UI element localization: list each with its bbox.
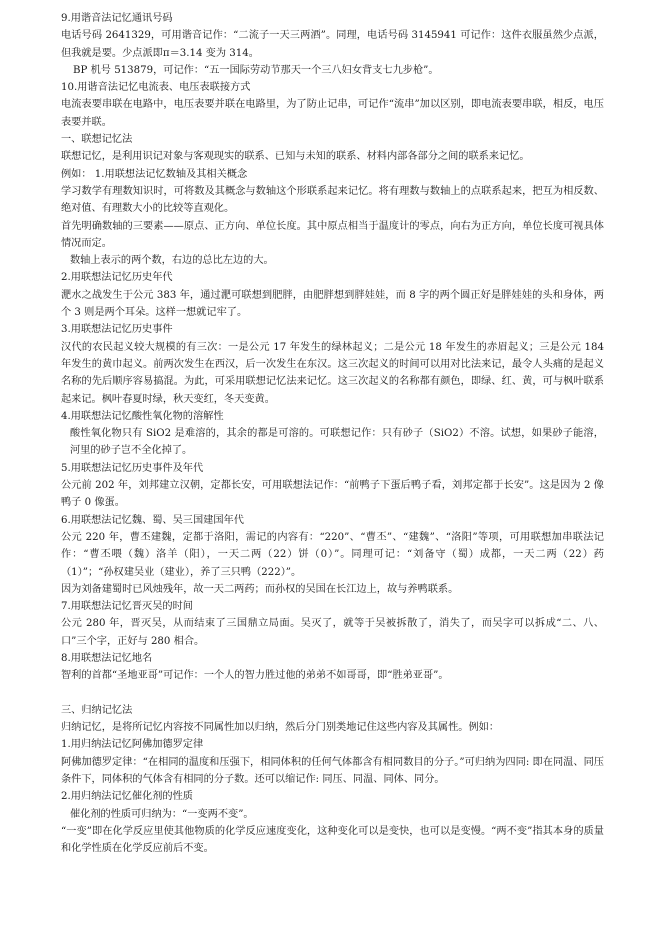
paragraph-han-uprisings: 汉代的农民起义较大规模的有三次：一是公元 17 年发生的绿林起义；二是公元 18 年发生的赤眉起义；三是公元 184 年发生的黄巾起义。前两次发生在西汉，后一次发生在东汉。这三次起义的时间可以用对比法来记，最令人头痛的是起义名称的先后顺序容易搞混。为此，可采用联想记忆法来记忆。这三次起义的名称都有颜色，即绿、红、黄，可与枫叶联系起来记。枫叶春夏时绿，秋天变红，冬天变黄。 [61,341,604,405]
paragraph-number-axis-elements: 首先明确数轴的三要素——原点、正方向、单位长度。其中原点相当于温度计的零点，向右为正方向，单位长度可视具体情况而定。 [61,220,604,249]
heading-history-event: 3.用联想法记忆历史事件 [61,324,173,336]
heading-avogadro: 1.用归纳法记忆阿佛加德罗定律 [61,739,204,751]
paragraph-number-axis-compare: 数轴上表示的两个数，右边的总比左边的大。 [70,255,274,267]
paragraph-three-kingdoms: 公元 220 年，曹丕建魏，定都于洛阳，需记的内容有：“220”、“曹丕”、“建魏”、“洛阳”等项，可用联想加串联法记作：“曹丕喂（魏）洛羊（阳），一天二两（22）饼（0）”。同理可记：“刘备守（蜀）成都，一天二两（22）药（1）”；“孙权建吴业（建业），养了三只鸭（222）”。 [61,531,604,578]
heading-phone-mnemonic: 9.用谐音法记忆通讯号码 [61,13,173,24]
heading-jin-destroys-wu: 7.用联想法记忆晋灭吴的时间 [61,601,193,613]
paragraph-phone-example: 电话号码 2641329，可用谐音记作：“二流子一天三两酒”。同理，电话号码 3145941 可记作：这件衣服虽然少点派，但我就是要。少点派即π＝3.14 变为 314。 [61,30,604,59]
paragraph-feishui-battle: 淝水之战发生于公元 383 年，通过淝可联想到肥胖，由肥胖想到胖娃娃，而 8 字的两个圆正好是胖娃娃的头和身体，两个 3 则是两个耳朵。这样一想就记牢了。 [61,289,604,319]
heading-number-axis: 例如： 1.用联想法记忆数轴及其相关概念 [61,168,248,180]
paragraph-three-kingdoms-reason: 因为刘备建蜀时已风烛残年，故一天二两药；而孙权的吴国在长江边上，故与养鸭联系。 [61,583,459,595]
paragraph-jin-destroys-wu: 公元 280 年，晋灭吴，从而结束了三国鼎立局面。吴灭了，就等于吴被拆散了，消失了，而吴字可以拆成“二、八、口”三个字，正好与 280 相合。 [61,618,604,647]
paragraph-han-dynasty: 公元前 202 年，刘邦建立汉朝，定都长安，可用联想法记作：“前鸭子下蛋后鸭子看，刘邦定都于长安”。这是因为 2 像鸭子 0 像蛋。 [61,480,604,509]
paragraph-oxide-solubility: 酸性氧化物只有 SiO2 是难溶的，其余的都是可溶的。可联想记作：只有砂子（SiO2）不溶。试想，如果砂子能溶，河里的砂子岂不全化掉了。 [70,428,604,457]
heading-oxide-solubility: 4.用联想法记忆酸性氧化物的溶解性 [61,410,224,422]
paragraph-catalyst-detail: “一变”即在化学反应里使其他物质的化学反应速度变化，这种变化可以是变快，也可以是变慢。“两不变”指其本身的质量和化学性质在化学反应前后不变。 [61,825,604,855]
heading-history-year: 2.用联想法记忆历史年代 [61,272,173,284]
paragraph-avogadro: 阿佛加德罗定律：“在相同的温度和压强下，相同体积的任何气体都含有相同数目的分子。”可归纳为四同: 即在同温、同压条件下，同体积的气体含有相同的分子数。还可以缩记作: 同压、同温、同体、同分。 [61,756,604,786]
blank-line [61,685,604,702]
paragraph-santiago: 智利的首都“圣地亚哥”可记作：一个人的智力胜过他的弟弟不如哥哥，即“胜弟亚哥”。 [61,670,449,682]
section-heading-association: 一、联想记忆法 [61,134,133,146]
section-heading-induction: 三、归纳记忆法 [61,704,133,716]
paragraph-bp-example: BP 机号 513879，可记作：“五一国际劳动节那天一个三八妇女背支七九步枪”。 [73,64,439,76]
heading-meter-connection: 10.用谐音法记忆电流表、电压表联接方式 [61,82,251,94]
paragraph-induction-definition: 归纳记忆，是将所记忆内容按不同属性加以归纳，然后分门别类地记住这些内容及其属性。例如： [61,722,500,734]
heading-event-and-year: 5.用联想法记忆历史事件及年代 [61,462,204,474]
paragraph-catalyst-summary: 催化剂的性质可归纳为：“一变两不变”。 [70,808,254,820]
heading-catalyst: 2.用归纳法记忆催化剂的性质 [61,791,193,803]
paragraph-meter-connection: 电流表要串联在电路中，电压表要并联在电路里，为了防止记串，可记作“流串”加以区别，即电流表要串联，相反，电压表要并联。 [61,99,604,128]
heading-three-kingdoms: 6.用联想法记忆魏、蜀、吴三国建国年代 [61,514,244,526]
paragraph-association-definition: 联想记忆，是利用识记对象与客观现实的联系、已知与未知的联系、材料内部各部分之间的联系来记忆。 [61,151,530,163]
paragraph-number-axis-intro: 学习数学有理数知识时，可将数及其概念与数轴这个形联系起来记忆。将有理数与数轴上的点联系起来，把互为相反数、绝对值、有理数大小的比较等直观化。 [61,185,604,215]
heading-place-names: 8.用联想法记忆地名 [61,652,153,664]
